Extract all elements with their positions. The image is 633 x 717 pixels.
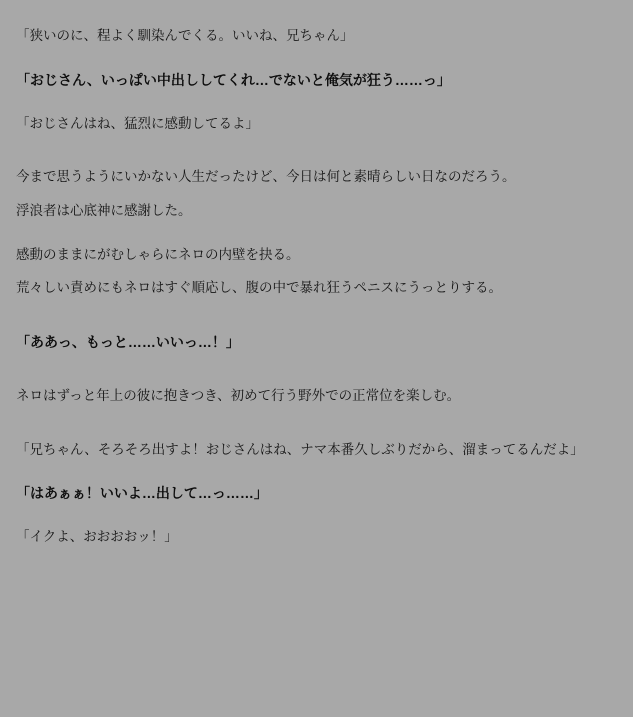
dialogue-line: 「はあぁぁ！いいよ…出して…っ……」 (16, 485, 268, 502)
line-spacer (16, 547, 617, 561)
dialogue-line: 「おじさん、いっぱい中出ししてくれ…でないと俺気が狂う……っ」 (16, 71, 451, 88)
text-content (16, 26, 617, 561)
line-spacer (16, 459, 617, 483)
narration-line: 浮浪者は心底神に感謝した。 (16, 202, 192, 218)
line-spacer (16, 90, 617, 114)
line-spacer (16, 187, 617, 201)
narration-line: ネロはずっと年上の彼に抱きつき、初めて行う野外での正常位を楽しむ。 (16, 387, 461, 403)
line-spacer (16, 46, 617, 70)
narration-line: 感動のままにがむしゃらにネロの内壁を抉る。 (16, 246, 300, 262)
dialogue-line: 「兄ちゃん、そろそろ出すよ！おじさんはね、ナマ本番久しぶりだから、溜まってるんだよ」 (16, 441, 584, 457)
narration-line: 荒々しい責めにもネロはすぐ順応し、腹の中で暴れ狂うペニスにうっとりする。 (16, 280, 502, 296)
narration-line: 今まで思うようにいかない人生だったけど、今日は何と素晴らしい日なのだろう。 (16, 169, 516, 185)
line-spacer (16, 264, 617, 278)
line-spacer (16, 503, 617, 527)
dialogue-line: 「おじさんはね、猛烈に感動してるよ」 (16, 115, 259, 131)
line-spacer (16, 133, 617, 167)
line-spacer (16, 221, 617, 245)
line-spacer (16, 298, 617, 332)
line-spacer (16, 352, 617, 386)
line-spacer (16, 406, 617, 440)
dialogue-line: 「イクよ、おおおおッ！」 (16, 529, 178, 545)
dialogue-line: 「ああっ、もっと……いいっ…！」 (16, 333, 240, 350)
dialogue-line: 「狭いのに、程よく馴染んでくる。いいね、兄ちゃん」 (16, 28, 354, 43)
